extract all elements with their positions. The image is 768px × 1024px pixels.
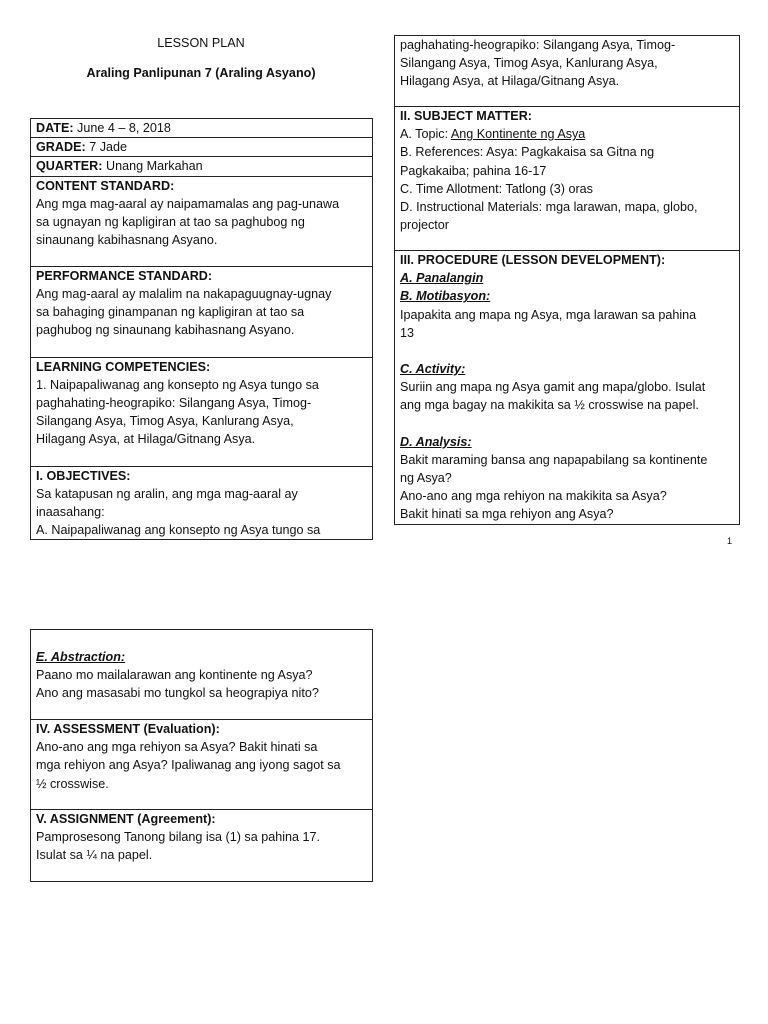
time-allotment: C. Time Allotment: Tatlong (3) oras xyxy=(400,181,593,196)
learning-competencies-line: 1. Naipapaliwanag ang konsepto ng Asya tungo sa xyxy=(36,377,319,392)
abstraction-heading: E. Abstraction: xyxy=(36,650,126,664)
assessment-line: mga rehiyon ang Asya? Ipaliwanag ang iyong sagot sa xyxy=(36,758,341,773)
procedure-heading: III. PROCEDURE (LESSON DEVELOPMENT): xyxy=(400,253,666,267)
motibasyon-heading: B. Motibasyon: xyxy=(400,289,491,304)
abstraction-line: Ano ang masasabi mo tungkol sa heograpiya nito? xyxy=(36,686,319,701)
materials-line: D. Instructional Materials: mga larawan, mapa, globo, xyxy=(400,200,698,215)
assignment-heading: V. ASSIGNMENT (Agreement): xyxy=(36,812,216,826)
document-title: LESSON PLAN xyxy=(157,36,245,50)
assignment-line: Isulat sa ¼ na papel. xyxy=(36,848,153,863)
page-number: 1 xyxy=(727,536,733,546)
date-label: DATE: xyxy=(36,121,74,135)
performance-standard-cell xyxy=(31,266,373,357)
topic-value: Ang Kontinente ng Asya xyxy=(450,127,586,142)
assignment-line: Pamprosesong Tanong bilang isa (1) sa pahina 17. xyxy=(36,830,321,845)
assessment-heading: IV. ASSESSMENT (Evaluation): xyxy=(36,722,220,736)
quarter-value: Unang Markahan xyxy=(105,159,203,174)
date-row xyxy=(31,119,373,138)
performance-standard-line: sa bahaging ginampanan ng kapligiran at tao sa xyxy=(36,305,305,320)
objectives-heading: I. OBJECTIVES: xyxy=(36,468,131,483)
right-table xyxy=(394,35,740,525)
grade-row xyxy=(31,138,373,157)
quarter-label: QUARTER: xyxy=(36,159,103,174)
date-value: June 4 – 8, 2018 xyxy=(77,121,171,135)
assessment-line: Ano-ano ang mga rehiyon sa Asya? Bakit hinati sa xyxy=(36,740,318,755)
grade-label: GRADE: xyxy=(36,140,86,155)
content-standard-line: Ang mga mag-aaral ay naipamamalas ang pag-unawa xyxy=(36,196,340,211)
assessment-cell xyxy=(31,720,373,810)
analysis-heading: D. Analysis: xyxy=(400,434,472,449)
assessment-line: ½ crosswise. xyxy=(36,776,109,791)
assignment-cell xyxy=(31,810,373,882)
objectives-line: Sa katapusan ng aralin, ang mga mag-aaral ay xyxy=(36,486,298,501)
page2-table xyxy=(30,629,373,882)
motibasyon-line: 13 xyxy=(400,325,415,340)
content-standard-heading: CONTENT STANDARD: xyxy=(36,178,175,193)
objectives-continued-cell xyxy=(395,36,740,107)
references-line: B. References: Asya: Pagkakaisa sa Gitna ng xyxy=(400,145,655,160)
analysis-line: Bakit maraming bansa ang napapabilang sa kontinente xyxy=(400,452,708,467)
objectives-cell xyxy=(31,466,373,540)
abstraction-cell xyxy=(31,630,373,720)
panalangin-heading: A. Panalangin xyxy=(400,271,484,286)
performance-standard-line: Ang mag-aaral ay malalim na nakapaguugnay-ugnay xyxy=(36,286,332,301)
materials-line: projector xyxy=(400,218,449,233)
subject-matter-heading: II. SUBJECT MATTER: xyxy=(400,109,533,123)
activity-line: ang mga bagay na makikita sa ½ crosswise na papel. xyxy=(400,398,699,413)
objectives-line: A. Naipapaliwanag ang konsepto ng Asya tungo sa xyxy=(36,523,321,538)
activity-heading: C. Activity: xyxy=(400,362,466,377)
learning-competencies-line: paghahating-heograpiko: Silangang Asya, Timog- xyxy=(36,396,312,411)
topic-label: A. Topic: xyxy=(400,127,451,142)
grade-value: 7 Jade xyxy=(89,140,127,155)
learning-competencies-line: Silangang Asya, Timog Asya, Kanlurang Asya, xyxy=(36,414,294,429)
learning-competencies-heading: LEARNING COMPETENCIES: xyxy=(36,359,211,374)
topic-line xyxy=(400,125,734,143)
subject-matter-cell xyxy=(395,107,740,251)
content-standard-line: sa ugnayan ng kapligiran at tao sa paghubog ng xyxy=(36,215,305,230)
abstraction-line: Paano mo mailalarawan ang kontinente ng Asya? xyxy=(36,668,313,683)
objectives-continued-line: Hilagang Asya, at Hilaga/Gitnang Asya. xyxy=(400,74,620,89)
analysis-line: Bakit hinati sa mga rehiyon ang Asya? xyxy=(400,507,614,522)
performance-standard-line: paghubog ng sinaunang kabihasnang Asyano. xyxy=(36,323,295,338)
learning-competencies-cell xyxy=(31,357,373,466)
subject-title: Araling Panlipunan 7 (Araling Asyano) xyxy=(86,66,316,80)
left-table xyxy=(30,118,373,540)
performance-standard-heading: PERFORMANCE STANDARD: xyxy=(36,268,213,283)
objectives-continued-line: paghahating-heograpiko: Silangang Asya, Timog- xyxy=(400,38,676,52)
objectives-line: inaasahang: xyxy=(36,505,105,520)
motibasyon-line: Ipapakita ang mapa ng Asya, mga larawan sa pahina xyxy=(400,307,697,322)
content-standard-line: sinaunang kabihasnang Asyano. xyxy=(36,233,218,248)
analysis-line: ng Asya? xyxy=(400,471,452,486)
procedure-cell xyxy=(395,251,740,525)
content-standard-cell xyxy=(31,176,373,266)
quarter-row xyxy=(31,157,373,176)
objectives-continued-line: Silangang Asya, Timog Asya, Kanlurang Asya, xyxy=(400,56,658,71)
activity-line: Suriin ang mapa ng Asya gamit ang mapa/globo. Isulat xyxy=(400,380,706,395)
learning-competencies-line: Hilagang Asya, at Hilaga/Gitnang Asya. xyxy=(36,432,256,447)
references-line: Pagkakaiba; pahina 16-17 xyxy=(400,163,547,178)
analysis-line: Ano-ano ang mga rehiyon na makikita sa Asya? xyxy=(400,489,667,504)
